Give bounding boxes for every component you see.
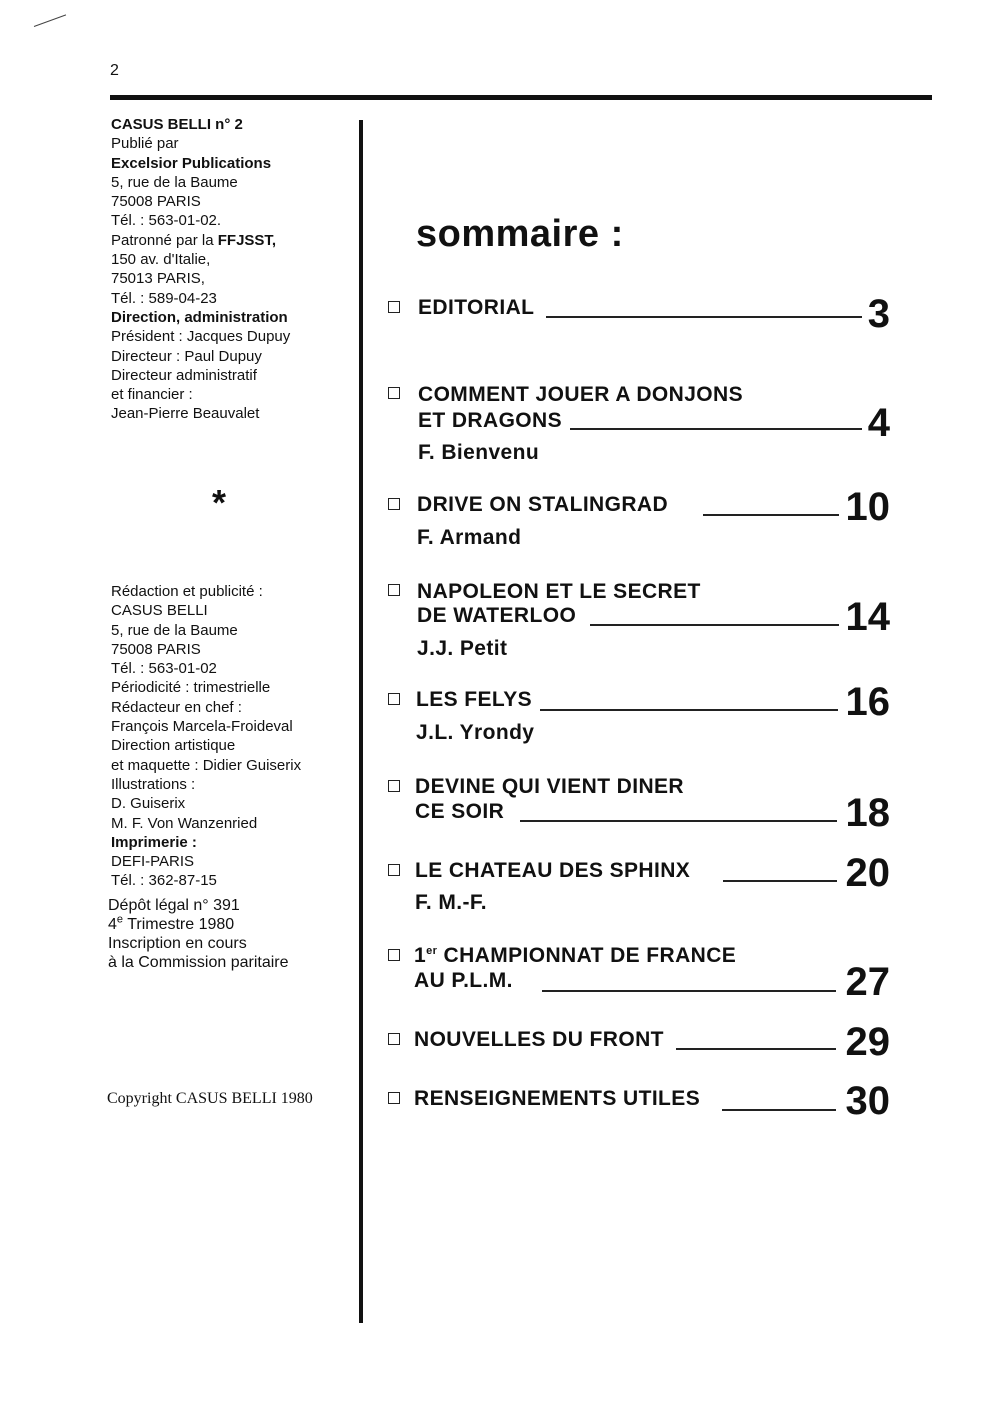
registration-line-1: Inscription en cours [108,935,247,952]
published-by-label: Publié par [111,135,179,153]
toc-entry-title: EDITORIAL [418,296,535,319]
toc-entry-author: J.L. Yrondy [416,721,535,744]
toc-entry-page: 20 [845,851,890,895]
dot-leader [703,514,839,516]
publisher-phone: Tél. : 563-01-02. [111,212,222,230]
toc-entry-page: 16 [845,680,890,724]
quarter-sup: e [116,913,124,926]
toc-entry-title: LE CHATEAU DES SPHINX [415,859,691,882]
admin-director-line-3: Jean-Pierre Beauvalet [111,405,260,423]
dot-leader [542,990,836,992]
ordinal-suffix: er [426,945,438,957]
toc-entry-page: 14 [845,595,890,639]
toc-title: sommaire : [416,213,624,255]
dot-leader [723,880,837,882]
toc-entry-page: 27 [845,960,890,1004]
publisher-name: Excelsior Publications [111,154,272,172]
patron-line [111,231,290,250]
toc-entry-page: 18 [845,791,890,835]
printer-heading: Imprimerie : [111,833,197,851]
copyright: Copyright CASUS BELLI 1980 [107,1090,313,1107]
toc-entry-title-line-1: COMMENT JOUER A DONJONS [418,383,743,406]
colophon-publisher-block [111,115,290,424]
toc-entry-author: F. Armand [417,526,522,549]
toc-entry[interactable] [380,1079,892,1125]
dot-leader [676,1048,836,1050]
patron-name: FFJSST, [217,231,277,249]
toc-entry-title: RENSEIGNEMENTS UTILES [414,1087,701,1110]
toc-entry-title: DRIVE ON STALINGRAD [417,493,669,516]
toc-entry-title-line-1: DEVINE QUI VIENT DINER [415,775,685,798]
checkbox-icon[interactable] [388,498,400,510]
illustrations-label: Illustrations : [111,775,196,793]
president: Président : Jacques Dupuy [111,328,291,346]
dot-leader [570,428,862,430]
printer-phone: Tél. : 362-87-15 [111,872,217,890]
dot-leader [590,624,839,626]
editorial-label: Rédaction et publicité : [111,583,263,600]
editorial-address-line-1: 5, rue de la Baume [111,621,238,639]
toc-entry-author: F. M.-F. [415,891,488,914]
toc-entry-title-line-2: DE WATERLOO [417,604,577,627]
toc-entry-page: 10 [845,485,890,529]
toc-entry[interactable] [380,1020,892,1066]
editorial-address-line-2: 75008 PARIS [111,640,201,658]
toc-entry-title: LES FELYS [416,688,533,711]
top-rule [110,95,932,100]
toc-entry[interactable] [380,485,892,550]
chief-editor-label: Rédacteur en chef : [111,698,242,716]
art-direction-line-1: Direction artistique [111,737,236,755]
toc-entry-title-line-1 [414,945,736,966]
registration-line-2: à la Commission paritaire [108,954,289,971]
checkbox-icon[interactable] [388,301,400,313]
patron-address-line-2: 75013 PARIS, [111,270,205,288]
admin-director-line-2: et financier : [111,386,193,404]
title-rest: CHAMPIONNAT DE FRANCE [437,944,737,967]
toc-entry[interactable] [380,577,892,662]
patron-phone: Tél. : 589-04-23 [111,289,217,307]
toc-entry-page: 29 [845,1020,890,1064]
column-divider [359,120,363,1323]
quarter-number: 4 [108,916,117,933]
colophon-legal-block [108,896,289,972]
toc-entry-page: 3 [867,292,890,336]
dot-leader [722,1109,836,1111]
checkbox-icon[interactable] [388,387,400,399]
admin-director-line-1: Directeur administratif [111,366,257,384]
editorial-name: CASUS BELLI [111,602,208,620]
toc-entry-page: 30 [845,1079,890,1123]
director: Directeur : Paul Dupuy [111,347,262,365]
patron-prefix: Patronné par la [111,231,214,249]
checkbox-icon[interactable] [388,949,400,961]
quarter-line [108,915,289,934]
quarter-rest: Trimestre 1980 [123,916,235,933]
periodicity: Périodicité : trimestrielle [111,679,271,697]
toc-entry-title-line-2: CE SOIR [415,800,505,823]
corner-mark [34,14,66,27]
toc-entry[interactable] [380,381,892,466]
illustrator-1: D. Guiserix [111,795,186,813]
dot-leader [540,709,838,711]
colophon-editorial-block [111,582,301,891]
checkbox-icon[interactable] [388,1092,400,1104]
direction-heading: Direction, administration [111,308,288,326]
checkbox-icon[interactable] [388,780,400,792]
toc-entry-title-line-1: NAPOLEON ET LE SECRET [417,580,701,603]
editorial-phone: Tél. : 563-01-02 [111,660,217,678]
checkbox-icon[interactable] [388,584,400,596]
chief-editor: François Marcela-Froideval [111,718,293,736]
toc-entry-title: NOUVELLES DU FRONT [414,1028,664,1051]
publisher-address-line-2: 75008 PARIS [111,193,201,211]
dot-leader [546,316,862,318]
toc-entry-page: 4 [867,401,890,445]
toc-entry-author: F. Bienvenu [418,441,540,464]
legal-deposit: Dépôt légal n° 391 [108,897,240,914]
toc-entry-author: J.J. Petit [417,637,508,660]
publisher-address-line-1: 5, rue de la Baume [111,173,238,191]
magazine-issue-title: CASUS BELLI n° 2 [111,116,243,133]
patron-address-line-1: 150 av. d'Italie, [111,251,211,269]
printer-name: DEFI-PARIS [111,853,195,871]
toc-entry[interactable] [380,680,892,745]
toc-entry[interactable] [380,294,892,334]
toc-entry[interactable] [380,942,892,1002]
dot-leader [520,820,837,822]
asterisk-separator: * [212,482,227,523]
checkbox-icon[interactable] [388,864,400,876]
checkbox-icon[interactable] [388,1033,400,1045]
toc-entry-title-line-2: ET DRAGONS [418,409,563,432]
ordinal-number: 1 [414,944,427,967]
toc-entry[interactable] [380,772,892,835]
toc-entry-title-line-2: AU P.L.M. [414,969,513,992]
illustrator-2: M. F. Von Wanzenried [111,814,258,832]
page-number: 2 [110,62,119,79]
toc-entry[interactable] [380,851,892,916]
art-direction-line-2: et maquette : Didier Guiserix [111,756,302,774]
checkbox-icon[interactable] [388,693,400,705]
